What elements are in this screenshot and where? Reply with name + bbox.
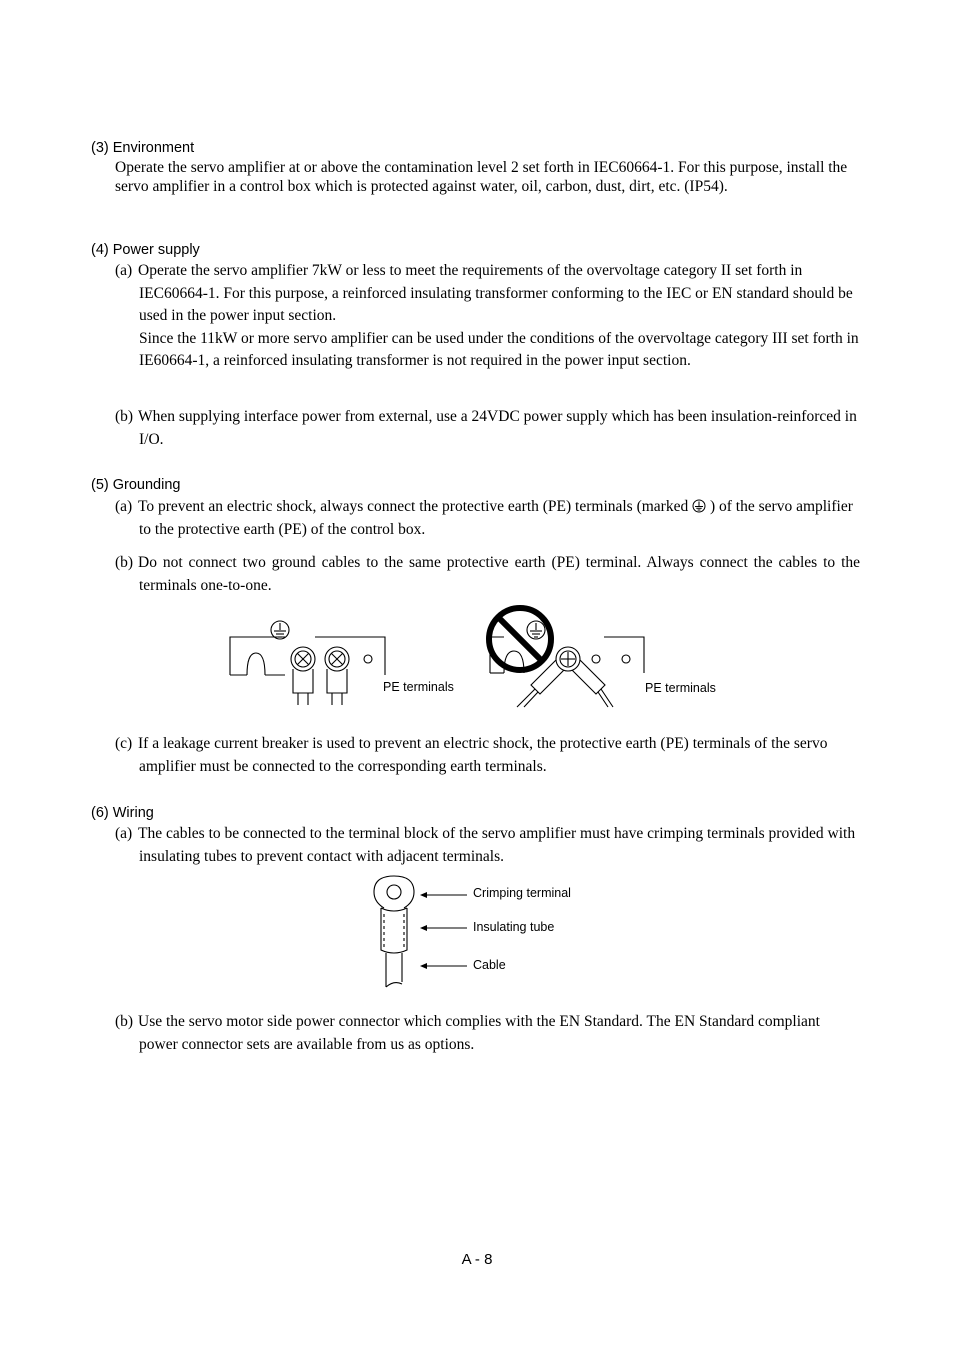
pe-terminal-correct-diagram: [225, 615, 395, 710]
protective-earth-icon: [692, 499, 706, 513]
environment-text: Operate the servo amplifier at or above the contamination level 2 set forth in IEC60664-1. For this purpose, install the servo amplifier in a control box which is protected against water, oil, carbon, dust, dirt, etc. (IP54).: [115, 159, 848, 195]
grounding-b-text: Do not connect two ground cables to the same protective earth (PE) terminal. Always connect the cables to the terminals one-to-one.: [138, 554, 860, 594]
item-label: (b): [115, 408, 134, 425]
cable-label: Cable: [473, 958, 506, 972]
power-supply-item-b: [115, 406, 860, 451]
item-label: (a): [115, 498, 133, 515]
pe-terminal-prohibited-diagram: [484, 603, 654, 713]
power-supply-a-para-1: Operate the servo amplifier 7kW or less to meet the requirements of the overvoltage category II set forth in IEC60664-1. For this purpose, a reinforced insulating transformer conforming to the IEC or EN standard should be used in the power input section.: [138, 262, 853, 324]
item-label: (b): [115, 554, 134, 571]
pe-terminals-label-right: PE terminals: [645, 681, 716, 695]
grounding-c-text: If a leakage current breaker is used to prevent an electric shock, the protective earth (PE) terminals of the servo amplifier must be connected to the corresponding earth terminals.: [138, 735, 828, 775]
wiring-b-text: Use the servo motor side power connector which complies with the EN Standard. The EN Standard compliant power connector sets are available from us as options.: [138, 1013, 820, 1053]
section-heading-environment: (3) Environment: [91, 140, 195, 156]
grounding-a-text-after: ) of the servo amplifier to the protective earth (PE) of the control box.: [139, 498, 853, 538]
wiring-item-a: [115, 823, 860, 868]
item-label: (a): [115, 825, 133, 842]
pe-terminals-label-left: PE terminals: [383, 680, 454, 694]
page-number: A - 8: [461, 1251, 493, 1268]
wiring-a-text: The cables to be connected to the terminal block of the servo amplifier must have crimping terminals provided with insulating tubes to prevent contact with adjacent terminals.: [138, 825, 856, 865]
insulating-tube-label: Insulating tube: [473, 920, 555, 934]
item-label: (c): [115, 735, 133, 752]
section-heading-wiring: (6) Wiring: [91, 805, 154, 821]
item-label: (a): [115, 262, 133, 279]
wiring-item-b: [115, 1011, 860, 1056]
grounding-a-text-before: To prevent an electric shock, always connect the protective earth (PE) terminals (marked: [138, 498, 689, 515]
power-supply-a-para-2: Since the 11kW or more servo amplifier can be used under the conditions of the overvoltage category III set forth in IE60664-1, a reinforced insulating transformer is not required in the power input section.: [139, 329, 859, 369]
section-heading-grounding: (5) Grounding: [91, 477, 181, 493]
crimping-terminal-label: Crimping terminal: [473, 886, 571, 900]
grounding-item-c: [115, 733, 860, 778]
grounding-item-a: [115, 496, 860, 541]
power-supply-b-text: When supplying interface power from external, use a 24VDC power supply which has been insulation-reinforced in I/O.: [138, 408, 857, 448]
crimping-terminal-diagram: [370, 872, 480, 992]
section-heading-power-supply: (4) Power supply: [91, 242, 200, 258]
item-label: (b): [115, 1013, 134, 1030]
power-supply-item-a: [115, 260, 860, 373]
grounding-item-b: [115, 552, 860, 597]
